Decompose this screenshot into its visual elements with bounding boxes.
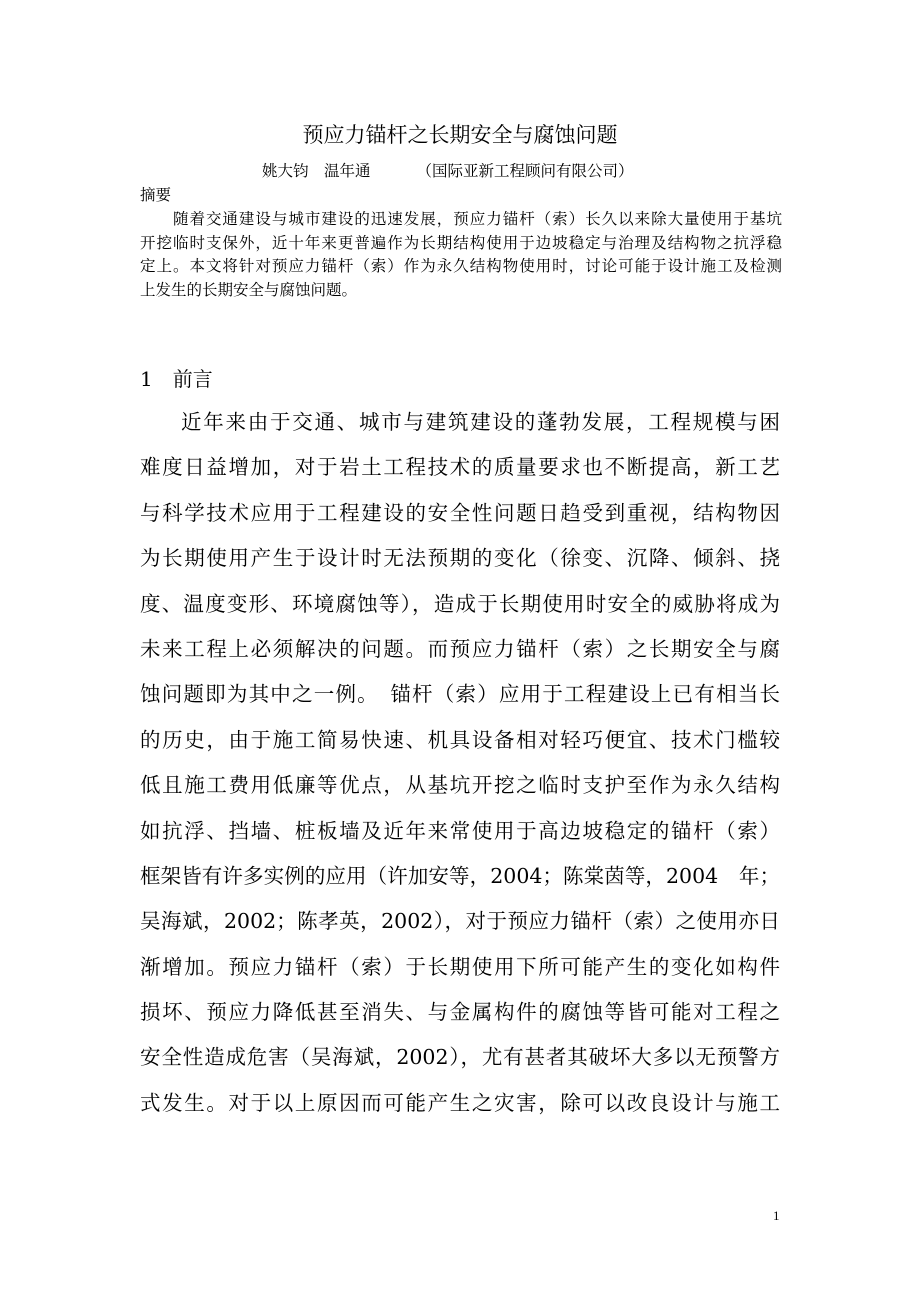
- author-affiliation: （国际亚新工程顾问有限公司）: [416, 162, 634, 180]
- author-line: [262, 160, 782, 182]
- body-line: 度、温度变形、环境腐蚀等），造成于长期使用时安全的威胁将成为: [140, 591, 780, 616]
- abstract-heading: 摘要: [140, 186, 172, 204]
- abstract-line: 定上。本文将针对预应力锚杆（索）作为永久结构物使用时，讨论可能于设计施工及检测: [140, 257, 782, 275]
- body-line: 框架皆有许多实例的应用（许加安等，2004；陈棠茵等，2004 年；: [140, 863, 780, 888]
- author-names: 姚大钧 温年通: [262, 162, 371, 180]
- body-line: 未来工程上必须解决的问题。而预应力锚杆（索）之长期安全与腐: [140, 636, 780, 661]
- body-line: 渐增加。预应力锚杆（索）于长期使用下所可能产生的变化如构件: [140, 954, 780, 979]
- body-line: 近年来由于交通、城市与建筑建设的蓬勃发展，工程规模与困: [181, 410, 780, 434]
- body-line: 低且施工费用低廉等优点，从基坑开挖之临时支护至作为永久结构: [140, 773, 780, 798]
- abstract-line: 随着交通建设与城市建设的迅速发展，预应力锚杆（索）长久以来除大量使用于基坑: [140, 210, 782, 228]
- body-line: 与科学技术应用于工程建设的安全性问题日趋受到重视，结构物因: [140, 500, 780, 525]
- section-heading: [140, 365, 213, 393]
- abstract-line: 上发生的长期安全与腐蚀问题。: [140, 280, 358, 299]
- section-body: [140, 408, 780, 1134]
- body-line: 安全性造成危害（吴海斌，2002），尤有甚者其破坏大多以无预警方: [140, 1045, 780, 1070]
- body-line: 难度日益增加，对于岩土工程技术的质量要求也不断提高，新工艺: [140, 455, 780, 480]
- section-number: 1: [140, 367, 153, 391]
- body-line: 为长期使用产生于设计时无法预期的变化（徐变、沉降、倾斜、挠: [140, 546, 780, 571]
- body-line: 式发生。对于以上原因而可能产生之灾害，除可以改良设计与施工: [140, 1090, 780, 1115]
- abstract-body: [140, 208, 782, 302]
- abstract-line: 开挖临时支保外，近十年来更普遍作为长期结构使用于边坡稳定与治理及结构物之抗浮稳: [140, 233, 782, 252]
- document-title: 预应力锚杆之长期安全与腐蚀问题: [302, 123, 618, 147]
- page-number: 1: [773, 1208, 780, 1223]
- section-title: 前言: [172, 367, 213, 391]
- body-line: 蚀问题即为其中之一例。 锚杆（索）应用于工程建设上已有相当长: [140, 682, 780, 707]
- body-line: 的历史，由于施工简易快速、机具设备相对轻巧便宜、技术门槛较: [140, 727, 780, 752]
- body-line: 吴海斌，2002；陈孝英，2002），对于预应力锚杆（索）之使用亦日: [140, 909, 780, 934]
- body-line: 损坏、预应力降低甚至消失、与金属构件的腐蚀等皆可能对工程之: [140, 1000, 780, 1025]
- body-line: 如抗浮、挡墙、桩板墙及近年来常使用于高边坡稳定的锚杆（索）: [140, 818, 780, 843]
